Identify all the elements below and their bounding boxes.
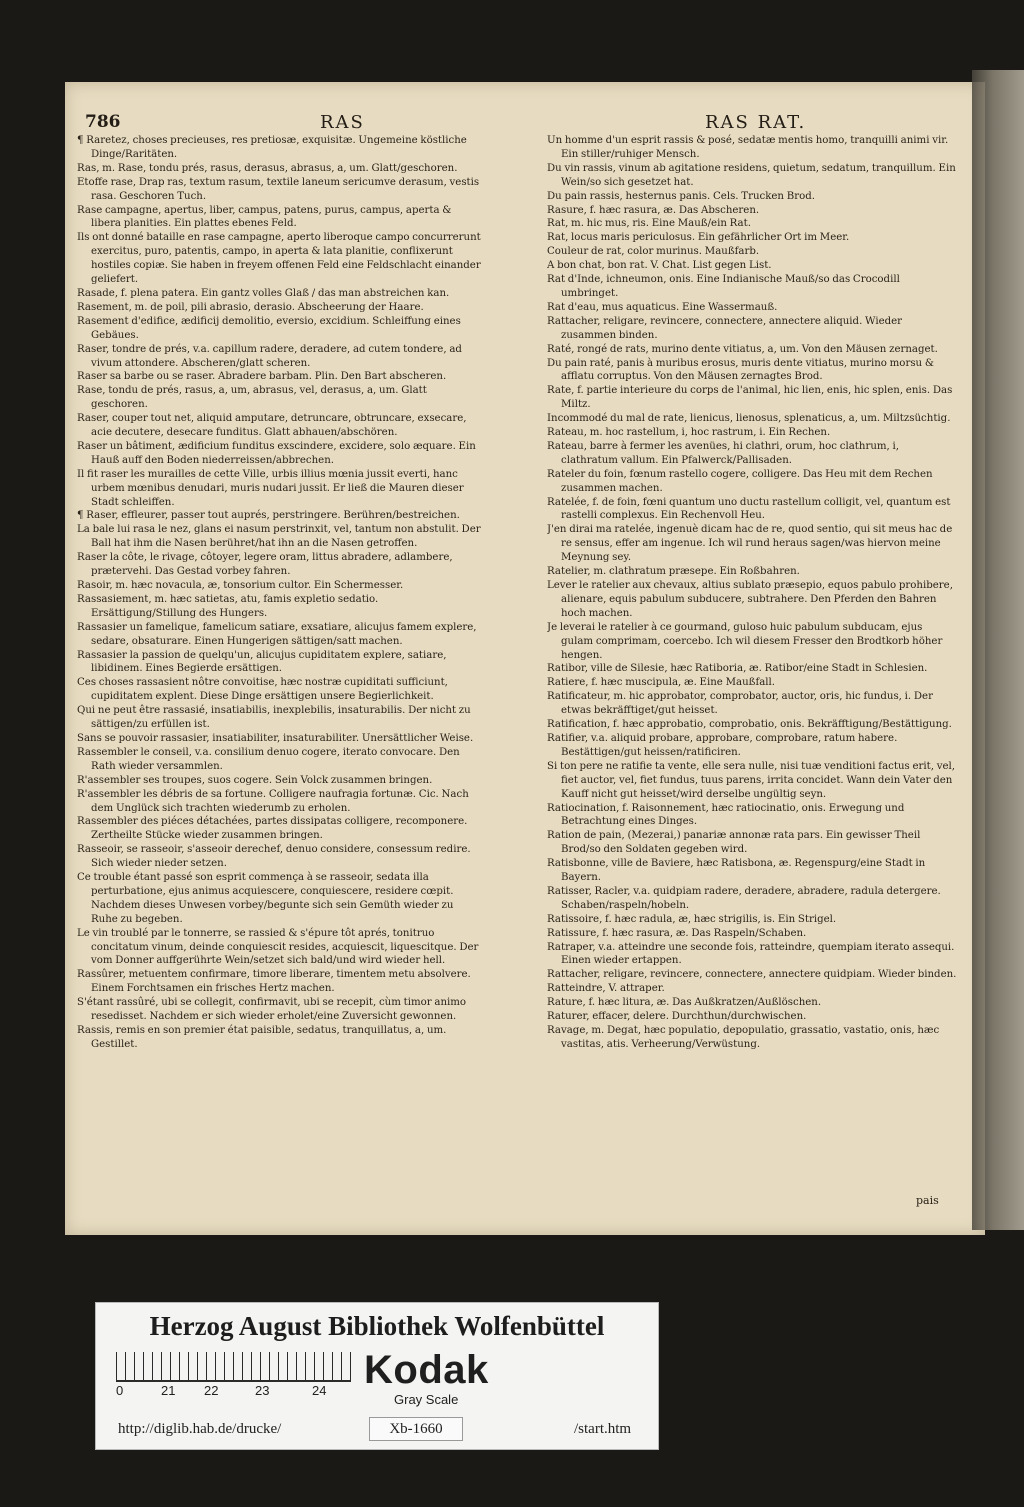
dictionary-entry: Raser la côte, le rivage, côtoyer, legere oram, littus abradere, adlambere, prætervehi. Das Gestad vorbey fahren. — [77, 552, 453, 578]
dictionary-entry: Sans se pouvoir rassasier, insatiabiliter, insaturabiliter. Unersättlicher Weise. — [77, 732, 474, 744]
scan-target-card — [95, 1302, 659, 1450]
left-column — [77, 134, 482, 1224]
dictionary-entry: Raser un bâtiment, ædificium funditus exscindere, excidere, solo æquare. Ein Hauß auff den Boden niederreissen/abbrechen. — [77, 440, 476, 466]
dictionary-entry: La bale lui rasa le nez, glans ei nasum perstrinxit, vel, tantum non abstulit. Der Ball hat ihm die Nasen berühret/hat ihn an die Nasen getroffen. — [77, 524, 481, 550]
dictionary-entry: R'assembler les débris de sa fortune. Colligere naufragia fortunæ. Cic. Nach dem Unglück sich trachten wiederumb zu erholen. — [77, 788, 469, 814]
dictionary-entry: J'en dirai ma ratelée, ingenuè dicam hac de re, quod sentio, qui sit meus hac de re sensus, effer am ingenue. Ich wil rund heraus sagen/was hiervon meine Meynung sey. — [547, 524, 953, 564]
dictionary-entry: ¶ Raser, effleurer, passer tout auprés, perstringere. Berühren/bestreichen. — [77, 510, 460, 522]
dictionary-entry: Ils ont donné bataille en rase campagne, aperto liberoque campo concurrerunt exercitus, puro, patentis, campo, in aperta & lata planitie, conflixerunt hostiles copiæ. Sie haben in freyem offenen Feld eine Feldschlacht einander geliefert. — [77, 232, 481, 286]
dictionary-entry: Qui ne peut être rassasié, insatiabilis, inexplebilis, insaturabilis. Der nicht zu sättigen/zu erfüllen ist. — [77, 705, 471, 731]
dictionary-entry: Rattacher, religare, revincere, connectere, annectere aliquid. Wieder zusammen binden. — [547, 315, 903, 341]
dictionary-entry: Raser, tondre de prés, v.a. capillum radere, deradere, ad cutem tondere, ad vivum attondere. Abscheren/glatt scheren. — [77, 343, 462, 369]
dictionary-entry: Ratificateur, m. hic approbator, comprobator, auctor, oris, hic fundus, i. Der etwas bekräfftiget/gut heisset. — [547, 691, 933, 717]
dictionary-entry: Rateau, m. hoc rastellum, i, hoc rastrum, i. Ein Rechen. — [547, 427, 831, 439]
dictionary-entry: Couleur de rat, color murinus. Maußfarb. — [547, 246, 760, 258]
dictionary-entry: Raturer, effacer, delere. Durchthun/durchwischen. — [547, 1011, 807, 1023]
dictionary-entry: Rasseoir, se rasseoir, s'asseoir derechef, denuo considere, consessum redire. Sich wieder nieder setzen. — [77, 844, 471, 870]
dictionary-entry: Rassûrer, metuentem confirmare, timore liberare, timentem metu absolvere. Einem Forchtsamen ein frisches Hertz machen. — [77, 969, 471, 995]
ruler-number: 24 — [312, 1383, 327, 1398]
right-column — [547, 134, 957, 1224]
dictionary-entry: Ratifier, v.a. aliquid probare, approbare, comprobare, ratum habere. Bestättigen/gut heissen/ratificiren. — [547, 732, 898, 758]
dictionary-entry: Rassembler des piéces détachées, partes dissipatas colligere, recomponere. Zertheilte Stücke wieder zusammen bringen. — [77, 816, 468, 842]
book-edge — [972, 70, 1024, 1230]
dictionary-entry: Je leverai le ratelier à ce gourmand, guloso huic pabulum subducam, ejus gulam comprimam, coercebo. Ich wil diesem Fresser den Brodtkorb höher hengen. — [547, 621, 943, 661]
gray-scale-label: Gray Scale — [394, 1392, 459, 1407]
dictionary-entry: Ratissoire, f. hæc radula, æ, hæc strigilis, is. Ein Strigel. — [547, 913, 837, 925]
dictionary-entry: Ratisser, Racler, v.a. quidpiam radere, deradere, abradere, radula detergere. Schaben/raspeln/hobeln. — [547, 885, 941, 911]
dictionary-entry: Rase, tondu de prés, rasus, a, um, abrasus, vel, derasus, a, um. Glatt geschoren. — [77, 385, 427, 411]
shelfmark: Xb-1660 — [369, 1417, 463, 1441]
dictionary-entry: ¶ Raretez, choses precieuses, res pretiosæ, exquisitæ. Ungemeine köstliche Dinge/Raritäten. — [77, 135, 467, 160]
dictionary-entry: Ration de pain, (Mezerai,) panariæ annonæ rata pars. Ein gewisser Theil Brod/so den Soldaten gegeben wird. — [547, 830, 921, 856]
dictionary-entry: Ravage, m. Degat, hæc populatio, depopulatio, grassatio, vastatio, onis, hæc vastitas, atis. Verheerung/Verwüstung. — [547, 1025, 940, 1050]
ruler-number: 21 — [161, 1383, 176, 1398]
source-url: http://diglib.hab.de/drucke/ — [118, 1421, 282, 1437]
kodak-logo: Kodak — [364, 1348, 489, 1392]
dictionary-entry: Il fit raser les murailles de cette Ville, urbis illius mœnia jussit everti, hanc urbem mœnibus denudari, muris nudari jussit. Er ließ die Mauren dieser Stadt schleiffen. — [77, 468, 464, 508]
dictionary-entry: Rassasier la passion de quelqu'un, alicujus cupiditatem explere, satiare, libidinem. Eines Begierde ersättigen. — [77, 649, 447, 675]
dictionary-entry: Incommodé du mal de rate, lienicus, lienosus, splenaticus, a, um. Miltzsüchtig. — [547, 413, 951, 425]
running-head-left: RAS — [320, 112, 365, 133]
dictionary-entry: Si ton pere ne ratifie ta vente, elle sera nulle, nisi tuæ venditioni factus erit, vel, fiet auctor, vel, fiet fundus, tuus parens, irrita concidet. Wann dein Vater den Kauff nicht gut heisset/wird derselbe ungültig seyn. — [547, 760, 955, 800]
library-title: Herzog August Bibliothek Wolfenbüttel — [149, 1311, 605, 1341]
dictionary-entry: Rassasier un famelique, famelicum satiare, exsatiare, alicujus famem explere, sedare, obsaturare. Einen Hungerigen sättigen/satt machen. — [77, 621, 477, 647]
page-number: 786 — [85, 112, 121, 132]
book-page — [65, 82, 985, 1235]
dictionary-entry: Rasement d'edifice, ædificij demolitio, eversio, excidium. Schleiffung eines Gebäues. — [77, 315, 461, 341]
dictionary-entry: Ratiocination, f. Raisonnement, hæc ratiocinatio, onis. Erwegung und Betrachtung eines Dinges. — [547, 802, 905, 828]
dictionary-entry: Rasement, m. de poil, pili abrasio, derasio. Abscheerung der Haare. — [77, 301, 424, 313]
dictionary-entry: Rase campagne, apertus, liber, campus, patens, purus, campus, aperta & libera planities. Ein plattes ebenes Feld. — [77, 204, 452, 230]
dictionary-entry: Rasoir, m. hæc novacula, æ, tonsorium cultor. Ein Schermesser. — [77, 580, 404, 591]
ruler-number: 23 — [255, 1383, 270, 1398]
dictionary-entry: Raser sa barbe ou se raser. Abradere barbam. Plin. Den Bart abscheren. — [77, 371, 447, 383]
dictionary-entry: Rassembler le conseil, v.a. consilium denuo cogere, iterato convocare. Den Rath wieder versammlen. — [77, 746, 460, 772]
dictionary-entry: Du pain rassis, hesternus panis. Cels. Trucken Brod. — [547, 190, 815, 202]
dictionary-entry: A bon chat, bon rat. V. Chat. List gegen List. — [547, 260, 772, 272]
dictionary-entry: Rassis, remis en son premier état paisible, sedatus, tranquillatus, a, um. Gestillet. — [77, 1025, 447, 1050]
dictionary-entry: Raser, couper tout net, aliquid amputare, detruncare, obtruncare, exsecare, acie decutere, desecare funditus. Glatt abhauen/abschören. — [77, 413, 467, 439]
dictionary-entry: Ces choses rassasient nôtre convoitise, hæc nostræ cupiditati sufficiunt, cupiditatem explent. Diese Dinge ersättigen unsere Begierlichkeit. — [77, 677, 448, 703]
running-head-right: RAS RAT. — [705, 112, 807, 133]
ruler-scale — [116, 1352, 351, 1382]
dictionary-entry: Ratraper, v.a. atteindre une seconde fois, ratteindre, quempiam iterato assequi. Einen wieder ertappen. — [547, 941, 955, 967]
dictionary-entry: Ratissure, f. hæc rasura, æ. Das Raspeln/Schaben. — [547, 927, 807, 939]
dictionary-entry: Ce trouble étant passé son esprit commença à se rasseoir, sedata illa perturbatione, ejus animus acquiescere, conquiescere, residere cœpit. Nachdem dieses Unwesen vorbey/begunte sich sein Gemüth wieder zu Ruhe zu begeben. — [77, 872, 454, 925]
dictionary-entry: Rateler du foin, fœnum rastello cogere, colligere. Das Heu mit dem Rechen zusammen machen. — [547, 468, 933, 494]
dictionary-entry: R'assembler ses troupes, suos cogere. Sein Volck zusammen bringen. — [77, 774, 433, 786]
ruler-number: 0 — [116, 1383, 124, 1398]
dictionary-entry: Rattacher, religare, revincere, connectere, annectere quidpiam. Wieder binden. — [547, 969, 957, 981]
start-url: /start.htm — [574, 1421, 632, 1437]
dictionary-entry: Rasure, f. hæc rasura, æ. Das Abscheren. — [547, 204, 760, 216]
dictionary-entry: Ras, m. Rase, tondu prés, rasus, derasus, abrasus, a, um. Glatt/geschoren. — [77, 162, 458, 174]
dictionary-entry: Du pain raté, panis à muribus erosus, muris dente vitiatus, murino morsu & afflatu corruptus. Von den Mäusen zernagtes Brod. — [547, 357, 934, 383]
dictionary-entry: Rassasiement, m. hæc satietas, atu, famis expletio sedatio. Ersättigung/Stillung des Hungers. — [77, 593, 379, 619]
dictionary-entry: Ratelée, f. de foin, fœni quantum uno ductu rastellum colligit, vel, quantum est rastelli complexus. Ein Rechenvoll Heu. — [547, 496, 951, 522]
dictionary-entry: Etoffe rase, Drap ras, textum rasum, textile laneum sericumve derasum, vestis rasa. Geschoren Tuch. — [77, 176, 480, 202]
ruler-number: 22 — [204, 1383, 219, 1398]
dictionary-entry: Rature, f. hæc litura, æ. Das Außkratzen/Außlöschen. — [547, 997, 822, 1009]
dictionary-entry: Ratteindre, V. attraper. — [547, 983, 665, 995]
dictionary-entry: Rate, f. partie interieure du corps de l'animal, hic lien, enis, hic splen, enis. Das Miltz. — [547, 385, 953, 411]
dictionary-entry: Rasade, f. plena patera. Ein gantz volles Glaß / das man abstreichen kan. — [77, 287, 450, 299]
catchword: pais — [916, 1194, 939, 1207]
dictionary-entry: Lever le ratelier aux chevaux, altius sublato præsepio, equos pabulo prohibere, alienare, equis pabulum subducere, subtrahere. Den Pferden den Bahren hoch machen. — [547, 580, 953, 619]
dictionary-entry: Ratiere, f. hæc muscipula, æ. Eine Maußfall. — [547, 677, 776, 689]
dictionary-entry: Ratification, f. hæc approbatio, comprobatio, onis. Bekräfftigung/Bestättigung. — [547, 719, 952, 731]
dictionary-entry: Un homme d'un esprit rassis & posé, sedatæ mentis homo, tranquilli animi vir. Ein stiller/ruhiger Mensch. — [547, 135, 949, 160]
dictionary-entry: S'étant rassûré, ubi se collegit, confirmavit, ubi se recepit, cùm timor animo resedisset. Nachdem er sich wieder erholet/eine Zuversicht gewonnen. — [77, 997, 467, 1023]
dictionary-entry: Ratibor, ville de Silesie, hæc Ratiboria, æ. Ratibor/eine Stadt in Schlesien. — [547, 663, 928, 675]
dictionary-entry: Rat, locus maris periculosus. Ein gefährlicher Ort im Meer. — [547, 232, 850, 244]
dictionary-entry: Rat, m. hic mus, ris. Eine Mauß/ein Rat. — [547, 218, 751, 230]
dictionary-entry: Du vin rassis, vinum ab agitatione residens, quietum, sedatum, tranquillum. Ein Wein/so sich gesetzet hat. — [547, 162, 956, 188]
dictionary-entry: Raté, rongé de rats, murino dente vitiatus, a, um. Von den Mäusen zernaget. — [547, 343, 938, 355]
dictionary-entry: Rat d'eau, mus aquaticus. Eine Wassermauß. — [547, 301, 778, 313]
dictionary-entry: Rateau, barre à fermer les avenües, hi clathri, orum, hoc clathrum, i, clathratum vallum. Ein Pfalwerck/Pallisaden. — [547, 440, 900, 466]
dictionary-entry: Le vin troublé par le tonnerre, se rassied & s'épure tôt aprés, tonitruo concitatum vinum, deinde conquiescit resides, acquiescit, liquescitque. Der vom Donner auffgerührte Wein/setzet sich bald/und wird wieder hell. — [77, 927, 479, 967]
dictionary-entry: Ratelier, m. clathratum præsepe. Ein Roßbahren. — [547, 566, 800, 578]
dictionary-entry: Rat d'Inde, ichneumon, onis. Eine Indianische Mauß/so das Crocodill umbringet. — [547, 274, 900, 299]
dictionary-entry: Ratisbonne, ville de Baviere, hæc Ratisbona, æ. Regenspurg/eine Stadt in Bayern. — [547, 858, 926, 884]
